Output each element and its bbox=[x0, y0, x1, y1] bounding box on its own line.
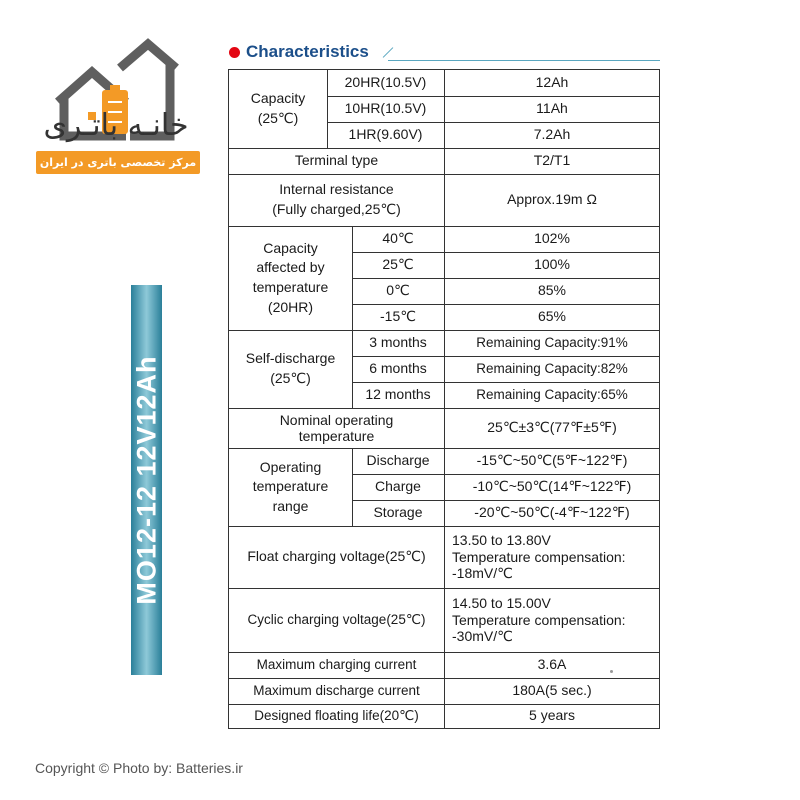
temp-value-2: 100% bbox=[534, 256, 570, 273]
temp-value-4: 65% bbox=[537, 308, 567, 325]
self-discharge-value-1: Remaining Capacity:91% bbox=[476, 334, 628, 350]
max-charge-value: 3.6A bbox=[537, 656, 567, 673]
model-label: MO12-12 12V12Ah bbox=[131, 355, 161, 605]
internal-resistance-label: Internal resistance (Fully charged,25℃) bbox=[272, 181, 401, 217]
nominal-temp-label: Nominal operating temperature bbox=[279, 411, 394, 444]
grid-line bbox=[444, 70, 445, 728]
grid-line bbox=[352, 226, 353, 408]
operating-range-label: Operating temperature range bbox=[252, 458, 329, 514]
temp-value-1: 102% bbox=[534, 230, 570, 247]
capacity-cond-1: 20HR(10.5V) bbox=[344, 74, 427, 91]
stray-dot bbox=[610, 670, 613, 673]
float-voltage-value: 13.50 to 13.80V Temperature compensation: -18mV/℃ bbox=[452, 531, 626, 582]
grid-line bbox=[327, 96, 660, 97]
section-heading-text: Characteristics bbox=[246, 42, 369, 61]
temp-value-3: 85% bbox=[537, 282, 567, 299]
operating-cond-3: Storage bbox=[373, 504, 423, 521]
bullet-dot-icon bbox=[229, 47, 240, 58]
max-discharge-value: 180A(5 sec.) bbox=[512, 682, 592, 699]
float-voltage-label: Float charging voltage(25℃) bbox=[247, 548, 426, 565]
max-charge-label: Maximum charging current bbox=[256, 656, 417, 672]
terminal-label: Terminal type bbox=[294, 152, 379, 169]
grid-line bbox=[327, 70, 328, 148]
characteristics-table bbox=[228, 69, 660, 729]
float-life-label: Designed floating life(20℃) bbox=[254, 707, 419, 723]
model-label-band bbox=[131, 285, 162, 675]
capacity-label: Capacity (25℃) bbox=[250, 90, 306, 126]
grid-line bbox=[352, 474, 660, 475]
temp-cond-1: 40℃ bbox=[382, 230, 414, 247]
brand-tagline: مرکز تخصصی باتری در ایران bbox=[36, 151, 200, 174]
capacity-cond-3: 1HR(9.60V) bbox=[348, 126, 423, 143]
grid-line bbox=[352, 448, 353, 526]
operating-value-2: -10℃~50℃(14℉~122℉) bbox=[472, 478, 632, 495]
self-discharge-cond-1: 3 months bbox=[369, 334, 427, 351]
temp-cond-3: 0℃ bbox=[386, 282, 410, 299]
capacity-cond-2: 10HR(10.5V) bbox=[344, 100, 427, 117]
capacity-value-3: 7.2Ah bbox=[533, 126, 571, 143]
temp-cond-2: 25℃ bbox=[382, 256, 414, 273]
nominal-temp-value: 25℃±3℃(77℉±5℉) bbox=[487, 419, 617, 436]
cyclic-voltage-value: 14.50 to 15.00V Temperature compensation: -30mV/℃ bbox=[452, 594, 626, 645]
float-life-value: 5 years bbox=[529, 707, 575, 724]
operating-value-3: -20℃~50℃(-4℉~122℉) bbox=[474, 504, 630, 521]
internal-resistance-value: Approx.19m Ω bbox=[507, 191, 597, 208]
operating-cond-1: Discharge bbox=[366, 452, 430, 469]
grid-line bbox=[352, 500, 660, 501]
self-discharge-label: Self-discharge (25℃) bbox=[245, 350, 336, 386]
terminal-value: T2/T1 bbox=[533, 152, 571, 169]
temp-cond-4: -15℃ bbox=[380, 308, 416, 325]
grid-line bbox=[352, 278, 660, 279]
grid-line bbox=[352, 252, 660, 253]
grid-line bbox=[327, 122, 660, 123]
temp-capacity-label: Capacity affected by temperature (20HR) bbox=[252, 239, 329, 315]
brand-name: خانـه باتـری bbox=[43, 108, 189, 143]
self-discharge-value-2: Remaining Capacity:82% bbox=[476, 360, 628, 376]
self-discharge-cond-3: 12 months bbox=[365, 386, 431, 403]
capacity-value-1: 12Ah bbox=[535, 74, 569, 91]
capacity-value-2: 11Ah bbox=[536, 100, 568, 117]
grid-line bbox=[352, 356, 660, 357]
self-discharge-value-3: Remaining Capacity:65% bbox=[476, 386, 628, 402]
cyclic-voltage-label: Cyclic charging voltage(25℃) bbox=[247, 611, 426, 627]
grid-line bbox=[352, 304, 660, 305]
heading-slash-divider bbox=[383, 47, 394, 58]
max-discharge-label: Maximum discharge current bbox=[253, 682, 420, 698]
operating-cond-2: Charge bbox=[375, 478, 421, 495]
self-discharge-cond-2: 6 months bbox=[369, 360, 427, 377]
heading-underline-divider bbox=[388, 60, 660, 61]
copyright-text: Copyright © Photo by: Batteries.ir bbox=[35, 760, 243, 776]
grid-line bbox=[352, 382, 660, 383]
operating-value-1: -15℃~50℃(5℉~122℉) bbox=[476, 452, 628, 469]
